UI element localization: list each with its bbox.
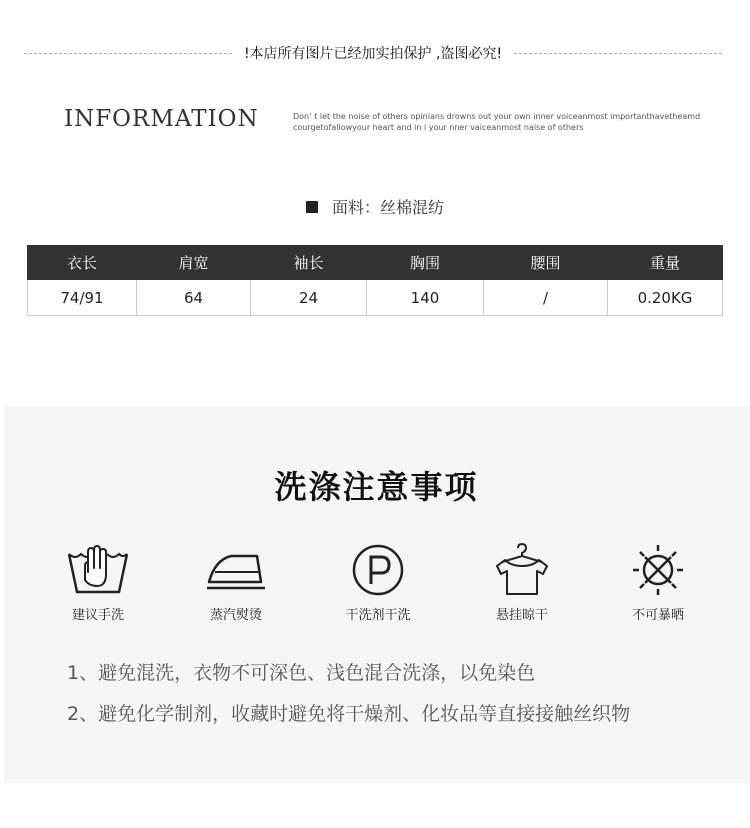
size-table — [27, 245, 723, 316]
hang-dry-icon — [487, 542, 557, 598]
header-chest: 胸围 — [367, 246, 484, 280]
dry-clean-icon — [343, 542, 413, 598]
copyright-notice — [24, 41, 722, 65]
dashed-line-left — [24, 53, 232, 54]
care-label: 不可暴晒 — [631, 608, 684, 623]
steam-iron-icon — [201, 542, 271, 598]
care-item-dry-clean — [313, 542, 443, 623]
table-header-row — [28, 246, 723, 280]
care-label: 建议手洗 — [71, 608, 124, 623]
care-note: 2、避免化学制剂，收藏时避免将干燥剂、化妆品等直接接触丝织物 — [67, 703, 631, 725]
care-item-hang-dry — [457, 542, 587, 623]
description-line: courgetofallowyour heart and in i your nner vaiceanmost naise of others — [293, 123, 584, 132]
cell-waist: / — [484, 280, 608, 316]
header-length: 衣长 — [28, 246, 137, 280]
cell-weight: 0.20KG — [608, 280, 723, 316]
header-shoulder: 肩宽 — [137, 246, 251, 280]
care-instructions-section — [4, 406, 749, 783]
care-item-no-sun — [593, 542, 723, 623]
information-description — [293, 111, 713, 133]
square-bullet-icon — [306, 201, 318, 213]
table-row — [28, 280, 723, 316]
care-item-hand-wash — [33, 542, 163, 623]
care-note: 1、避免混洗，衣物不可深色、浅色混合洗涤，以免染色 — [67, 662, 536, 684]
no-sun-icon — [623, 542, 693, 598]
fabric-material — [0, 195, 750, 218]
description-line: Don’ t let the noise of others opinians drowns out your own inner voiceanmost importanthavetheamd — [293, 112, 701, 121]
header-waist: 腰围 — [484, 246, 608, 280]
material-text: 面料：丝棉混纺 — [331, 198, 444, 217]
dashed-line-right — [514, 53, 722, 54]
cell-sleeve: 24 — [251, 280, 367, 316]
cell-length: 74/91 — [28, 280, 137, 316]
care-label: 蒸汽熨烫 — [209, 608, 262, 623]
care-item-steam-iron — [171, 542, 301, 623]
care-label: 悬挂晾干 — [495, 608, 548, 623]
care-label: 干洗剂干洗 — [345, 608, 411, 623]
notice-text: !本店所有图片已经加实拍保护 ,盗图必究! — [243, 46, 503, 62]
header-weight: 重量 — [608, 246, 723, 280]
header-sleeve: 袖长 — [251, 246, 367, 280]
cell-chest: 140 — [367, 280, 484, 316]
cell-shoulder: 64 — [137, 280, 251, 316]
hand-wash-icon — [63, 542, 133, 598]
care-title: 洗涤注意事项 — [274, 468, 479, 506]
information-title: INFORMATION — [64, 106, 259, 132]
